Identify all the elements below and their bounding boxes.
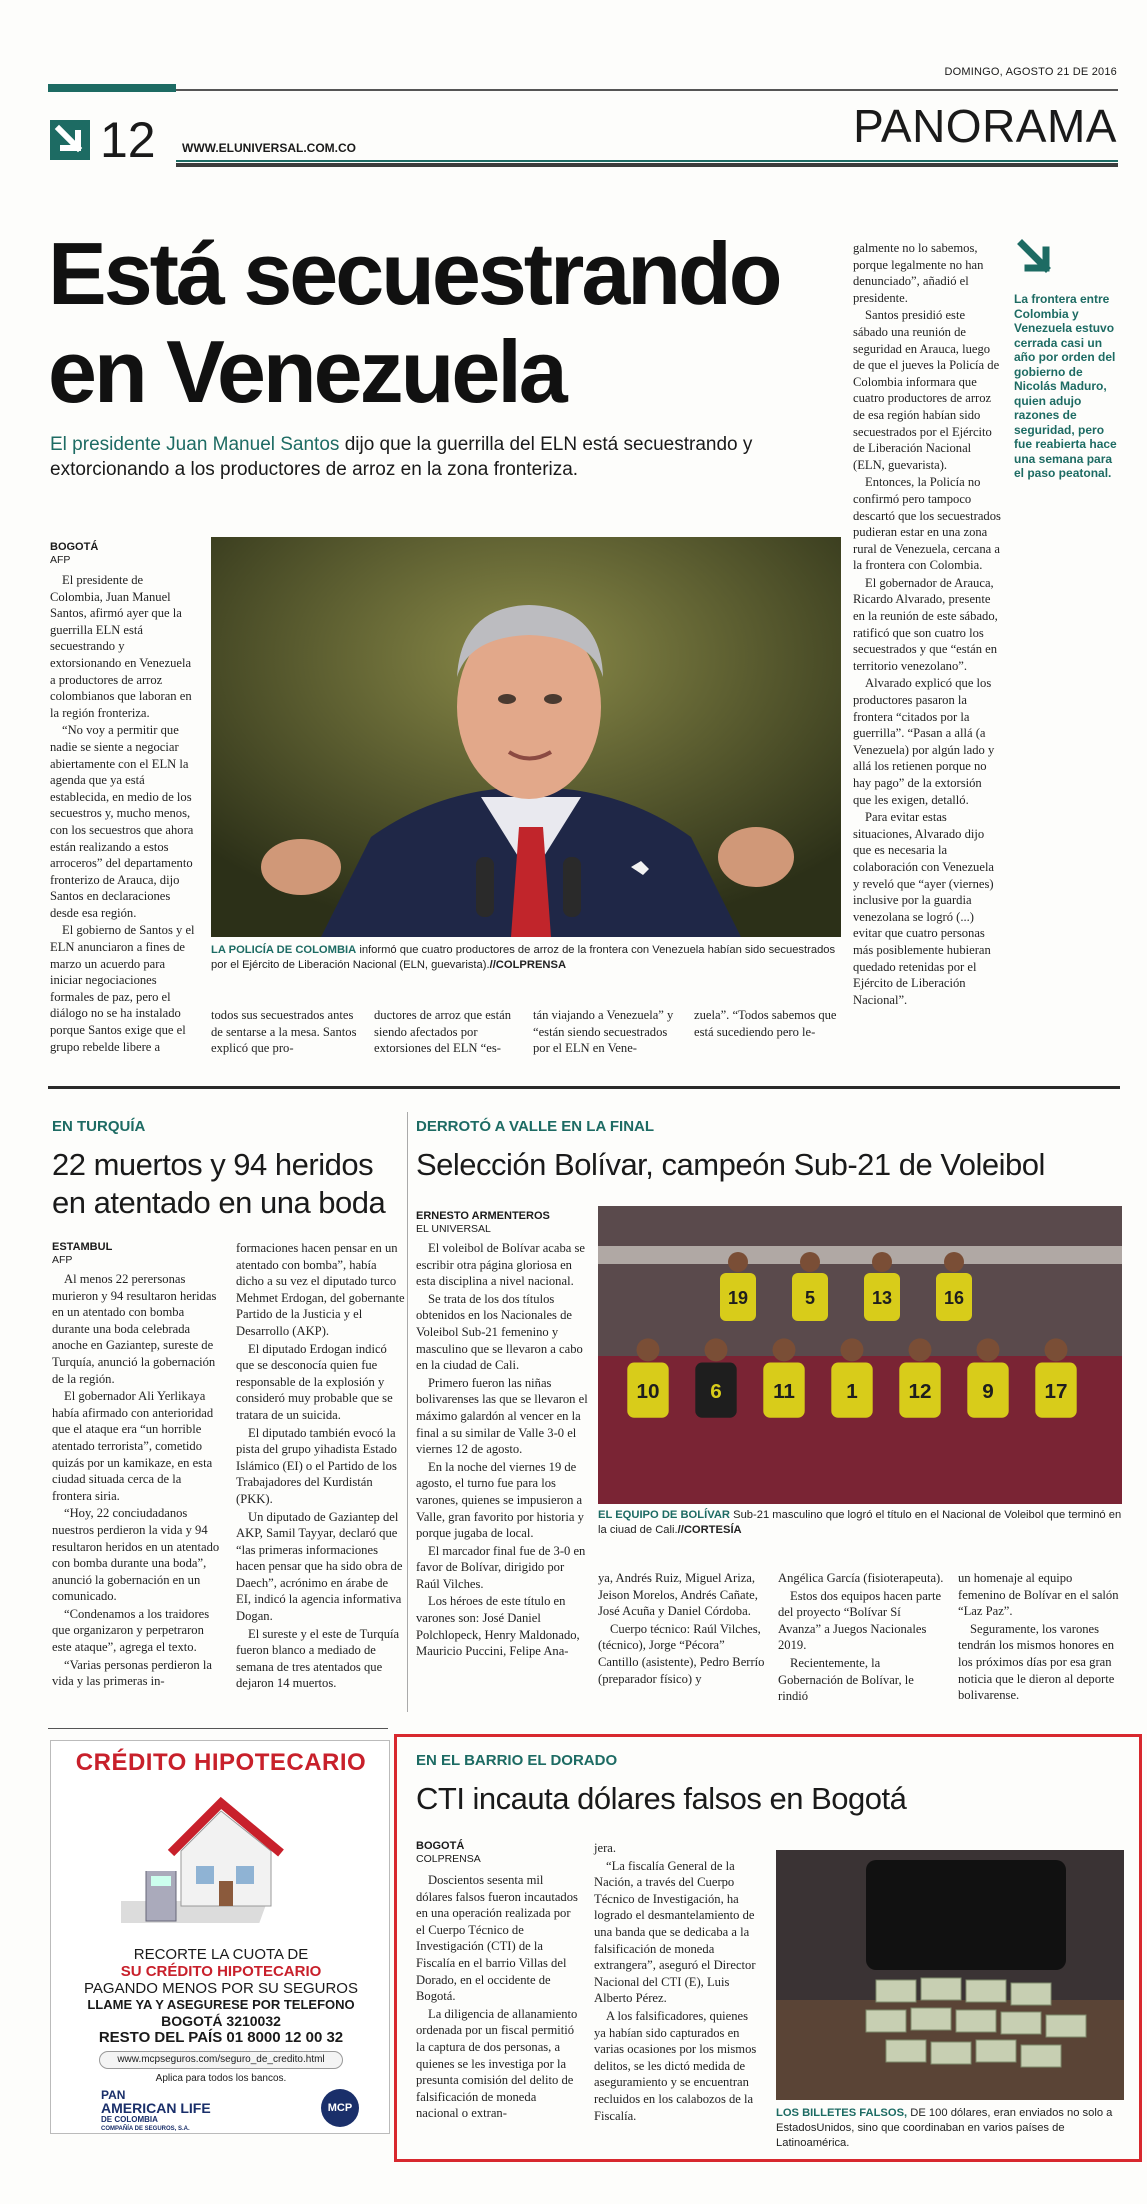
deck-highlight: El presidente Juan Manuel Santos bbox=[50, 434, 340, 455]
header-bottom-rule-thick bbox=[176, 163, 1118, 167]
volleyball-caption: EL EQUIPO DE BOLÍVAR Sub-21 masculino que logró el título en el Nacional de Voleibol que terminó en la ciuad de Cali.//CORTESÍA bbox=[598, 1509, 1122, 1536]
bottom-divider bbox=[48, 1728, 388, 1729]
main-dateline: BOGOTÁ AFP bbox=[50, 541, 99, 566]
ad-url-link[interactable]: www.mcpseguros.com/seguro_de_credito.html bbox=[99, 2051, 343, 2069]
jersey-number: 9 bbox=[982, 1380, 994, 1404]
jersey-number: 5 bbox=[804, 1288, 816, 1308]
turquia-kicker: EN TURQUÍA bbox=[52, 1118, 146, 1135]
page-number: 12 bbox=[100, 112, 156, 168]
volleyball-team-photo bbox=[598, 1206, 1122, 1504]
sidebar-note: La frontera entre Colombia y Venezuela estuvo cerrada casi un año por orden del gobierno de Nicolás Maduro, quien adujo razones de seguridad, pero fue reabierta hace una semana para el paso peatonal. bbox=[1014, 292, 1117, 480]
jersey-number: 1 bbox=[846, 1380, 858, 1404]
cti-col2: jera. “La fiscalía General de la Nación, a través del Cuerpo Técnico de Investigación, ha logrado el desmantelamiento de una banda que se dedicaba a la falsificación de moneda extrangera”, aseguró el Director Nacional del CTI (E), Luis Alberto Pérez. A los falsificadores, quienes ya habían sido capturados en varias ocasiones por los mismos delitos, se les dictó medida de aseguramiento y se encuentran recluidos en los calabozos de la Fiscalía. bbox=[594, 1841, 757, 2123]
main-headline-line1: Está secuestrando bbox=[48, 224, 780, 323]
main-deck bbox=[50, 432, 850, 482]
sidebar-arrow-icon bbox=[1014, 236, 1060, 282]
voleibol-col4: un homenaje al equipo femenino de Bolívar en el salón “Laz Paz”. Seguramente, los varones tendrán los mismos honores en los próximos días por esa gran noticia que le dieron al deporte bolivarense. bbox=[958, 1571, 1119, 1703]
jersey-number: 17 bbox=[1044, 1380, 1068, 1404]
jersey-number: 12 bbox=[908, 1380, 932, 1404]
mcp-badge: MCP bbox=[321, 2089, 359, 2127]
voleibol-col1: El voleibol de Bolívar acaba se escribir otra página gloriosa en esta disciplina a nivel nacional. Se trata de los dos títulos obtenidos en los Nacionales de Voleibol Sub-21 femenino y masculino que se llevaron a cabo en la ciudad de Cali. Primero fueron las niñas bolivarenses las que se llevaron el máximo galardón al vencer en la final a su similar de Valle 3-0 el viernes 12 de agosto. En la noche del viernes 19 de agosto, el turno fue para los varones, quienes se impusieron a Valle, gran favorito por historia y porque jugaba de local. El marcador final fue de 3-0 en favor de Bolívar, dirigido por Raúl Vilches. Los héroes de este título en varones son: José Daniel Polchlopeck, Henry Maldonado, Mauricio Puccini, Felipe Ana- bbox=[416, 1241, 588, 1659]
header-bottom-rule bbox=[176, 160, 1118, 162]
turquia-headline: 22 muertos y 94 heridos en atentado en una boda bbox=[52, 1147, 386, 1220]
house-illustration-icon bbox=[121, 1781, 321, 1931]
main-headline bbox=[48, 225, 868, 421]
main-headline-line2: en Venezuela bbox=[48, 322, 565, 421]
fake-dollars-photo bbox=[776, 1850, 1124, 2100]
jersey-number: 10 bbox=[636, 1380, 660, 1404]
credito-ad bbox=[50, 1740, 390, 2134]
jersey-number: 13 bbox=[871, 1288, 893, 1308]
voleibol-kicker: DERROTÓ A VALLE EN LA FINAL bbox=[416, 1118, 655, 1135]
section-divider bbox=[48, 1086, 1120, 1089]
main-col-right: galmente no lo sabemos, porque legalmente no han denunciado”, añadió el presidente. Santos presidió este sábado una reunión de seguridad en Arauca, luego de que el jueves la Policía de Colombia informara que cuatro productores de arroz de esa región habían sido secuestrados por el Ejército de Liberación Nacional (ELN, guevarista). Entonces, la Policía no confirmó pero tampoco descartó que los secuestrados pudieran estar en una zona rural de Venezuela, cercana a la frontera con Colombia. El gobernador de Arauca, Ricardo Alvarado, presente en la reunión de este sábado, ratificó que son cuatro los secuestrados y que “están en territorio venezolano”. Alvarado explicó que los productores pasaron la frontera “citados por la guerrilla”. “Pasan a allá (a Venezuela) por algún lado y allá los retienen porque no hay pago” de la extorsión que les exigen, detalló. Para evitar estas situaciones, Alvarado dijo que es necesaria la colaboración con Venezuela y reveló que “ayer (viernes) inclusive por la guardia venezolana se logró (...) evitar que cuatro personas más posiblemente hubieran quedado retenidas por el Ejército de Liberación Nacional”. bbox=[853, 241, 1001, 1007]
cti-kicker: EN EL BARRIO EL DORADO bbox=[416, 1752, 618, 1769]
website: WWW.ELUNIVERSAL.COM.CO bbox=[182, 141, 356, 155]
column-divider bbox=[407, 1112, 408, 1712]
jersey-number: 19 bbox=[727, 1288, 749, 1308]
jersey-number: 6 bbox=[710, 1380, 722, 1404]
main-row-col3: tán viajando a Venezuela” y “están siendo secuestrados por el ELN en Vene- bbox=[533, 1008, 674, 1056]
ad-note: Aplica para todos los bancos. bbox=[155, 2073, 287, 2084]
top-rule bbox=[48, 84, 176, 92]
voleibol-col3: Angélica García (fisioterapeuta). Estos dos equipos hacen parte del proyecto “Bolívar Sí Avanza” a Juegos Nacionales 2019. Recientemente, la Gobernación de Bolívar, le rindió bbox=[778, 1571, 944, 1704]
turquia-dateline: ESTAMBUL AFP bbox=[52, 1241, 113, 1266]
cti-headline: CTI incauta dólares falsos en Bogotá bbox=[416, 1781, 907, 1816]
turquia-col1: Al menos 22 perersonas murieron y 94 resultaron heridas en un atentado con bomba durante una boda celebrada anoche en Gaziantep, sureste de Turquía, anunció la gobernación de la región. El gobernador Ali Yerlikaya había afirmado con anterioridad que el ataque era “un horrible atentado terrorista”, cometido quizás por un kamikaze, en esta ciudad situada cerca de la frontera siria. “Hoy, 22 conciudadanos nuestros perdieron la vida y 94 resultaron heridos en un atentado con bomba durante una boda”, anunció la gobernación en un comunicado. “Condenamos a los traidores que organizaron y perpetraron este ataque”, agrega el texto. “Varias personas perdieron la vida y las primeras in- bbox=[52, 1272, 220, 1689]
santos-caption: LA POLICÍA DE COLOMBIA informó que cuatro productores de arroz de la frontera con Venezuela habían sido secuestrados por el Ejército de Liberación Nacional (ELN, guevarista).//COLPRENSA bbox=[211, 944, 836, 971]
dollars-caption: LOS BILLETES FALSOS, DE 100 dólares, eran enviados no solo a EstadosUnidos, sino que coordinaban en varios países de Latinoamérica. bbox=[776, 2107, 1113, 2149]
jersey-number: 11 bbox=[773, 1380, 795, 1404]
main-row-col4: zuela”. “Todos sabemos que está sucediendo pero le- bbox=[694, 1008, 837, 1039]
top-thin-rule bbox=[176, 89, 1118, 91]
voleibol-col2: ya, Andrés Ruiz, Miguel Ariza, Jeison Morelos, Andrés Cañate, José Acuña y Daniel Córdoba. Cuerpo técnico: Raúl Vilches, (técnico), Jorge “Pécora” Cantillo (asistente), Pedro Berrío (preparador físico) y bbox=[598, 1571, 765, 1686]
section-name: PANORAMA bbox=[853, 100, 1117, 152]
voleibol-headline: Selección Bolívar, campeón Sub-21 de Voleibol bbox=[416, 1147, 1045, 1182]
ad-title: CRÉDITO HIPOTECARIO bbox=[75, 1749, 367, 1776]
deck-rest: dijo que la guerrilla del ELN está secuestrando y extorcionando a los productores de arroz en la zona fronteriza. bbox=[50, 434, 753, 480]
arrow-down-right-icon bbox=[50, 120, 90, 160]
pan-american-logo: PAN AMERICAN LIFE DE COLOMBIA COMPAÑÍA DE SEGUROS, S.A. bbox=[101, 2088, 211, 2132]
santos-photo bbox=[211, 537, 841, 937]
turquia-col2: formaciones hacen pensar en un atentado con bomba”, había dicho a su vez el diputado turco Mehmet Erdogan, del gobernante Partido de la Justicia y el Desarrollo (AKP). El diputado Erdogan indicó que se desconocía quien fue responsable de la explosión y consideró muy probable que se tratara de un suicida. El diputado también evocó la pista del grupo yihadista Estado Islámico (EI) o el Partido de los Trabajadores del Kurdistán (PKK). Un diputado de Gaziantep del AKP, Samil Tayyar, declaró que “las primeras informaciones hacen pensar que ha sido obra de Daech”, acrónimo en árabe de EI, indicó la agencia informativa Dogan. El sureste y el este de Turquía fueron blanco a mediado de semana de tres atentados que dejaron 14 muertos. bbox=[236, 1241, 405, 1691]
cti-dateline: BOGOTÁ COLPRENSA bbox=[416, 1840, 481, 1865]
main-col1: El presidente de Colombia, Juan Manuel Santos, afirmó ayer que la guerrilla ELN está secuestrando y extorsionando en Venezuela a productores de arroz colombianos que laboran en la región fronteriza. “No voy a permitir que nadie se siente a negociar abiertamente con el ELN la agenda que ya está establecida, en medio de los secuestros y, mucho menos, con los secuestros que ahora están realizando a estos arroceros” del departamento fronterizo de Arauca, dijo Santos en declaraciones desde esa región. El gobierno de Santos y el ELN anunciaron a fines de marzo un acuerdo para iniciar negociaciones formales de paz, pero el diálogo no se ha instalado porque Santos exige que el grupo rebelde libere a bbox=[50, 573, 195, 1054]
voleibol-byline: ERNESTO ARMENTEROS EL UNIVERSAL bbox=[416, 1210, 550, 1235]
ad-copy: RECORTE LA CUOTA DE SU CRÉDITO HIPOTECARIO PAGANDO MENOS POR SU SEGUROS LLAME YA Y ASEGURESE POR TELEFONO BOGOTÁ 3210032 RESTO DEL PAÍS 01 8000 12 00 32 bbox=[84, 1946, 358, 2046]
main-row-col1: todos sus secuestrados antes de sentarse a la mesa. Santos explicó que pro- bbox=[211, 1008, 357, 1056]
jersey-number: 16 bbox=[943, 1288, 965, 1308]
cti-col1: Doscientos sesenta mil dólares falsos fueron incautados en una operación realizada por el Cuerpo Técnico de Investigación (CTI) de la Fiscalía en el barrio Villas del Dorado, en el occidente de Bogotá. La diligencia de allanamiento ordenada por un fiscal permitió la captura de dos personas, a quienes se les investiga por la presunta comisión del delito de falsificación de moneda nacional o extran- bbox=[416, 1873, 578, 2121]
main-row-col2: ductores de arroz que están siendo afectados por extorsiones del ELN “es- bbox=[374, 1008, 512, 1056]
header-date: DOMINGO, AGOSTO 21 DE 2016 bbox=[944, 66, 1117, 78]
